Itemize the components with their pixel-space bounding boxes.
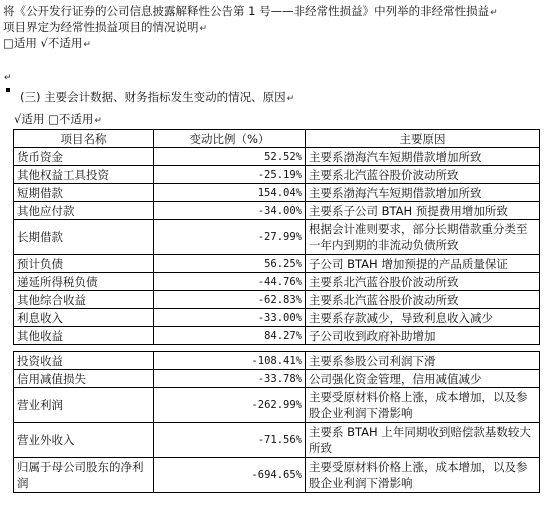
table-row: 其他权益工具投资 -25.19% 主要系北汽蓝谷股价波动所致	[14, 166, 540, 184]
page-break-gap	[14, 345, 540, 352]
table-row: 短期借款 154.04% 主要系渤海汽车短期借款增加所致	[14, 184, 540, 202]
intro-line-2: 项目界定为经常性损益项目的情况说明↵	[3, 20, 208, 34]
table-row: 其他综合收益 -62.83% 主要系北汽蓝谷股价波动所致	[14, 291, 540, 309]
header-change-ratio: 变动比例（%）	[154, 130, 306, 148]
section-heading: (三) 主要会计数据、财务指标发生变动的情况、原因↵	[20, 90, 295, 104]
header-item-name: 项目名称	[14, 130, 154, 148]
blank-line: ↵	[4, 73, 12, 83]
table-row: 递延所得税负债 -44.76% 主要系北汽蓝谷股价波动所致	[14, 273, 540, 291]
table-row: 营业利润 -262.99% 主要受原材料价格上涨，成本增加，以及参股企业利润下滑影响	[14, 388, 540, 423]
table-row: 长期借款 -27.99% 根据会计准则要求，部分长期借款重分类至一年内到期的非流动负债所致	[14, 220, 540, 255]
table-row: 信用减值损失 -33.78% 公司强化资金管理，信用减值减少	[14, 370, 540, 388]
table-row: 投资收益 -108.41% 主要系参股公司利润下滑	[14, 352, 540, 370]
paragraph-bullet	[6, 88, 10, 92]
table-row: 其他应付款 -34.00% 主要系子公司 BTAH 预提费用增加所致	[14, 202, 540, 220]
table-row: 利息收入 -33.00% 主要系存款减少，导致利息收入减少	[14, 309, 540, 327]
table-header-row	[14, 130, 540, 148]
intro-line-1: 将《公开发行证券的公司信息披露解释性公告第 1 号——非经常性损益》中列举的非经常性损益↵	[3, 4, 498, 18]
section-options: √适用 □不适用↵	[14, 112, 102, 126]
intro-options: □适用 √不适用↵	[3, 36, 91, 50]
header-main-reason: 主要原因	[306, 130, 540, 148]
table-row: 货币资金 52.52% 主要系渤海汽车短期借款增加所致	[14, 148, 540, 166]
table-row: 其他收益 84.27% 子公司收到政府补助增加	[14, 327, 540, 345]
table-row: 预计负债 56.25% 子公司 BTAH 增加预提的产品质量保证	[14, 255, 540, 273]
change-reasons-table	[13, 129, 540, 493]
table-row: 归属于母公司股东的净利润 -694.65% 主要受原材料价格上涨，成本增加，以及参股企业利润下滑影响	[14, 458, 540, 493]
table-row: 营业外收入 -71.56% 主要系 BTAH 上年同期收到赔偿款基数较大所致	[14, 423, 540, 458]
